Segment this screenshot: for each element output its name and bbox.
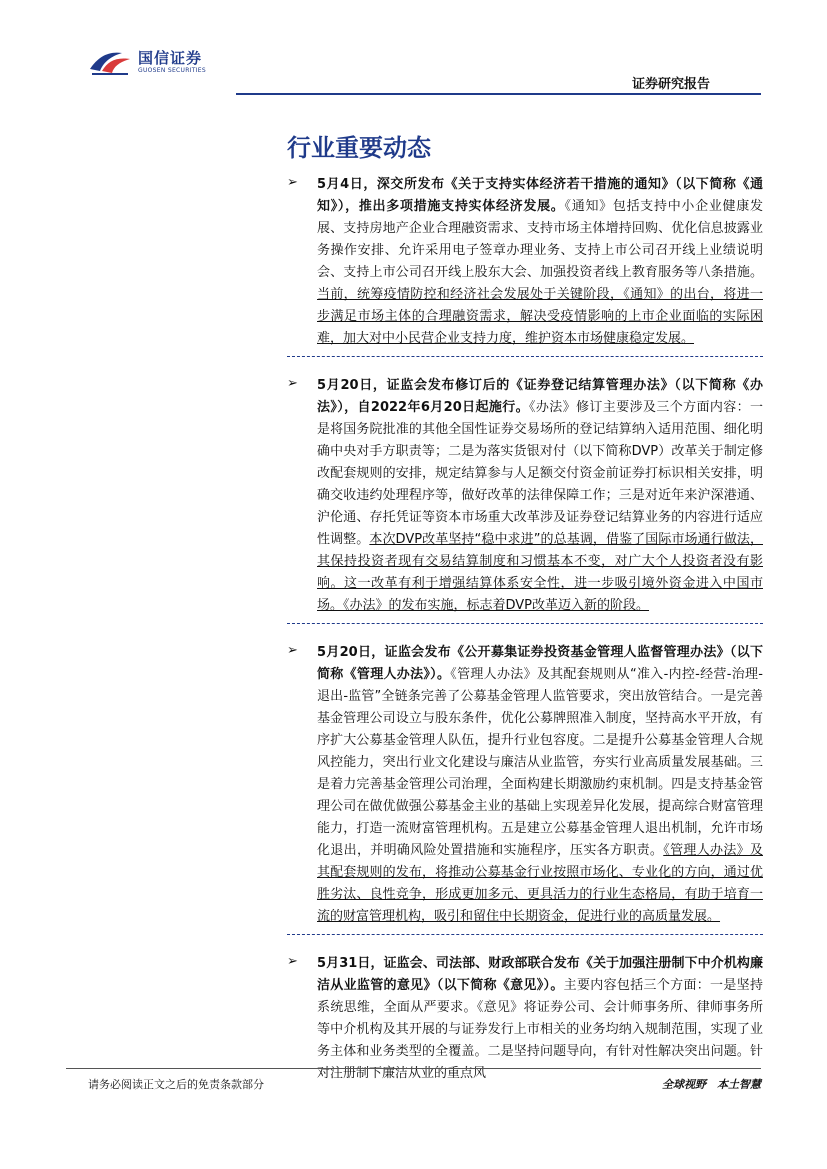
news-paragraph	[317, 953, 763, 1085]
news-item-1	[287, 174, 763, 350]
section-title: 行业重要动态	[287, 134, 431, 162]
news-body: 《办法》修订主要涉及三个方面内容：一是将国务院批准的其他全国性证券交易场所的登记结算纳入适用范围、细化明确中央对手方职责等；二是为落实货银对付（以下简称DVP）改革关于制定修改配套规则的安排，规定结算参与人足额交付资金前证券打标识相关安排，明确交收违约处理程序等，做好改革的法律保障工作；三是对近年来沪深港通、沪伦通、存托凭证等资本市场重大改革涉及证券登记结算业务的内容进行适应性调整。	[317, 400, 763, 547]
news-item-4	[287, 953, 763, 1085]
news-list	[287, 174, 763, 1085]
bullet-arrow-icon: ➢	[287, 954, 298, 969]
news-headline: 5月20日，证监会发布《公开募集证券投资基金管理人监督管理办法》（以下简称《管理人办法》）。	[317, 645, 763, 682]
news-paragraph	[317, 642, 763, 928]
news-headline: 5月4日，深交所发布《关于支持实体经济若干措施的通知》（以下简称《通知》），推出多项措施支持实体经济发展。	[317, 177, 763, 214]
news-item-3	[287, 642, 763, 928]
logo-text-cn: 国信证券	[138, 49, 203, 67]
item-divider	[287, 623, 763, 624]
bullet-arrow-icon: ➢	[287, 643, 298, 658]
logo-mark-icon	[88, 47, 132, 77]
news-commentary: 本次DVP改革坚持“稳中求进”的总基调，借鉴了国际市场通行做法，其保持投资者现有交易结算制度和习惯基本不变，对广大个人投资者没有影响。这一改革有利于增强结算体系安全性，进一步吸引境外资金进入中国市场。《办法》的发布实施，标志着DVP改革迈入新的阶段。	[317, 532, 763, 613]
bullet-arrow-icon: ➢	[287, 175, 298, 190]
disclaimer-note: 请务必阅读正文之后的免责条款部分	[88, 1078, 264, 1091]
news-item-2	[287, 375, 763, 617]
footer-divider	[66, 1068, 761, 1069]
news-headline: 5月31日，证监会、司法部、财政部联合发布《关于加强注册制下中介机构廉洁从业监管的意见》（以下简称《意见》）。	[317, 956, 763, 993]
page-header	[0, 0, 827, 100]
header-divider	[236, 93, 761, 95]
news-headline: 5月20日，证监会发布修订后的《证券登记结算管理办法》（以下简称《办法》），自2022年6月20日起施行。	[317, 378, 763, 415]
footer-slogan: 全球视野 本土智慧	[662, 1078, 761, 1091]
news-body: 《通知》包括支持中小企业健康发展、支持房地产企业合理融资需求、支持市场主体增持回购、优化信息披露业务操作安排、允许采用电子签章办理业务、支持上市公司召开线上业绩说明会、支持上市公司召开线上股东大会、加强投资者线上教育服务等八条措施。	[317, 199, 763, 280]
bullet-arrow-icon: ➢	[287, 376, 298, 391]
report-type-label: 证券研究报告	[631, 77, 710, 92]
news-body: 主要内容包括三个方面：一是坚持系统思维，全面从严要求。《意见》将证券公司、会计师事务所、律师事务所等中介机构及其开展的与证券发行上市相关的业务均纳入规制范围，实现了业务主体和业务类型的全覆盖。二是坚持问题导向，有针对性解决突出问题。针对注册制下廉洁从业的重点风	[317, 978, 763, 1081]
news-paragraph	[317, 174, 763, 350]
news-commentary: 《管理人办法》及其配套规则的发布，将推动公募基金行业按照市场化、专业化的方向，通过优胜劣汰、良性竞争，形成更加多元、更具活力的行业生态格局，有助于培育一流的财富管理机构，吸引和留住中长期资金，促进行业的高质量发展。	[317, 843, 763, 924]
item-divider	[287, 934, 763, 935]
logo-text-en: GUOSEN SECURITIES	[138, 67, 207, 74]
item-divider	[287, 356, 763, 357]
news-paragraph	[317, 375, 763, 617]
news-body: 《管理人办法》及其配套规则从“准入-内控-经营-治理-退出-监管”全链条完善了公募基金管理人监管要求，突出放管结合。一是完善基金管理公司设立与股东条件，优化公募牌照准入制度，坚持高水平开放，有序扩大公募基金管理人队伍，提升行业包容度。二是提升公募基金管理人合规风控能力，突出行业文化建设与廉洁从业监管，夯实行业高质量发展基础。三是着力完善基金管理公司治理，全面构建长期激励约束机制。四是支持基金管理公司在做优做强公募基金主业的基础上实现差异化发展，提高综合财富管理能力，打造一流财富管理机构。五是建立公募基金管理人退出机制，允许市场化退出，并明确风险处置措施和实施程序，压实各方职责。	[317, 667, 763, 858]
news-commentary: 当前，统筹疫情防控和经济社会发展处于关键阶段，《通知》的出台，将进一步满足市场主体的合理融资需求，解决受疫情影响的上市企业面临的实际困难，加大对中小民营企业支持力度，维护资本市场健康稳定发展。	[317, 287, 763, 346]
